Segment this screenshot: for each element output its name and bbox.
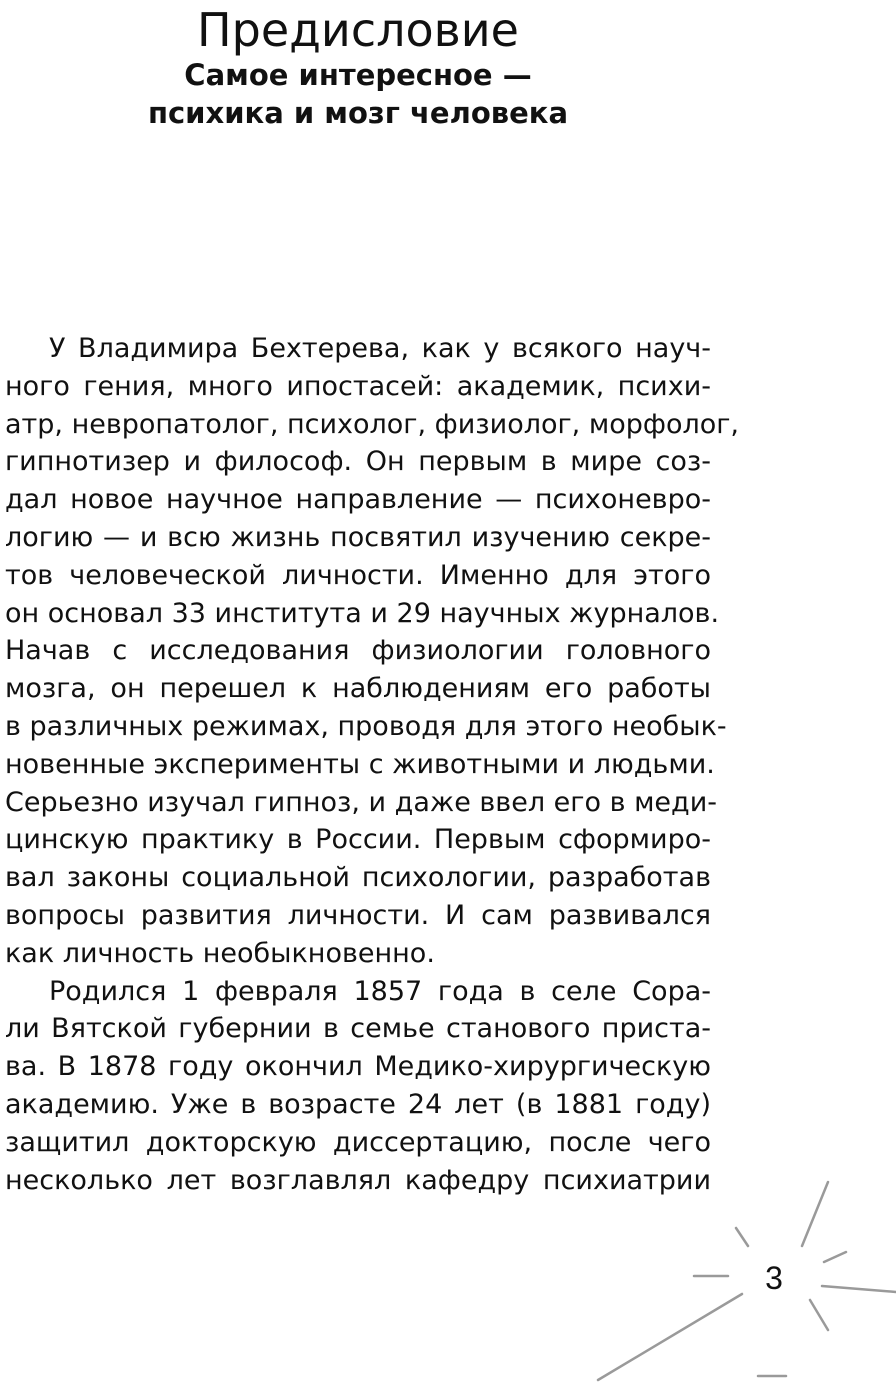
text-line: академию. Уже в возрасте 24 лет (в 1881 году) xyxy=(5,1088,711,1120)
text-line: защитил докторскую диссертацию, после чего xyxy=(5,1126,711,1158)
ray-top-right xyxy=(802,1182,828,1246)
ray-top-left xyxy=(736,1228,748,1246)
ray-right xyxy=(822,1286,896,1292)
text-line: цинскую практику в России. Первым сформиро- xyxy=(5,824,711,856)
page-title: Предисловие xyxy=(197,3,519,57)
ray-right-lower xyxy=(810,1300,828,1330)
text-line: ного гения, много ипостасей: академик, психи- xyxy=(5,370,711,402)
text-line: тов человеческой личности. Именно для этого xyxy=(5,559,711,591)
page-subtitle xyxy=(0,56,716,132)
text-line: в различных режимах, проводя для этого необык- xyxy=(5,710,727,742)
text-line: ва. В 1878 году окончил Медико-хирургическую xyxy=(5,1051,711,1083)
text-line: Серьезно изучал гипноз, и даже ввел его в меди- xyxy=(5,786,718,818)
text-line: как личность необыкновенно. xyxy=(5,937,435,969)
ray-bottom-left xyxy=(598,1294,742,1380)
subtitle-line-2: психика и мозг человека xyxy=(147,96,569,130)
text-line: атр, невропатолог, психолог, физиолог, морфолог, xyxy=(5,408,740,440)
subtitle-line-1: Самое интересное — xyxy=(184,58,532,92)
text-line: У Владимира Бехтерева, как у всякого науч- xyxy=(49,333,711,364)
ray-right-upper xyxy=(824,1252,846,1262)
text-line: дал новое научное направление — психоневро- xyxy=(5,484,711,516)
text-line: ли Вятской губернии в семье станового приста- xyxy=(5,1013,711,1045)
page-number: 3 xyxy=(765,1260,783,1296)
text-line: логию — и всю жизнь посвятил изучению секре- xyxy=(5,521,711,553)
text-line: гипнотизер и философ. Он первым в мире соз- xyxy=(5,446,711,478)
paragraph xyxy=(5,973,711,1200)
body-text xyxy=(5,330,740,1199)
text-line: новенные эксперименты с животными и людьми. xyxy=(5,748,715,780)
text-line: вопросы развития личности. И сам развивался xyxy=(5,899,711,931)
page-number-rays-decoration xyxy=(590,1170,896,1384)
text-line: мозга, он перешел к наблюдениям его работы xyxy=(5,673,711,705)
text-line: Начав с исследования физиологии головного xyxy=(5,635,711,667)
text-line: он основал 33 института и 29 научных журналов. xyxy=(5,597,720,629)
text-line: несколько лет возглавлял кафедру психиатрии xyxy=(5,1164,711,1196)
paragraph xyxy=(5,330,740,973)
text-line: Родился 1 февраля 1857 года в селе Сора- xyxy=(49,975,711,1007)
text-line: вал законы социальной психологии, разработав xyxy=(5,862,711,894)
